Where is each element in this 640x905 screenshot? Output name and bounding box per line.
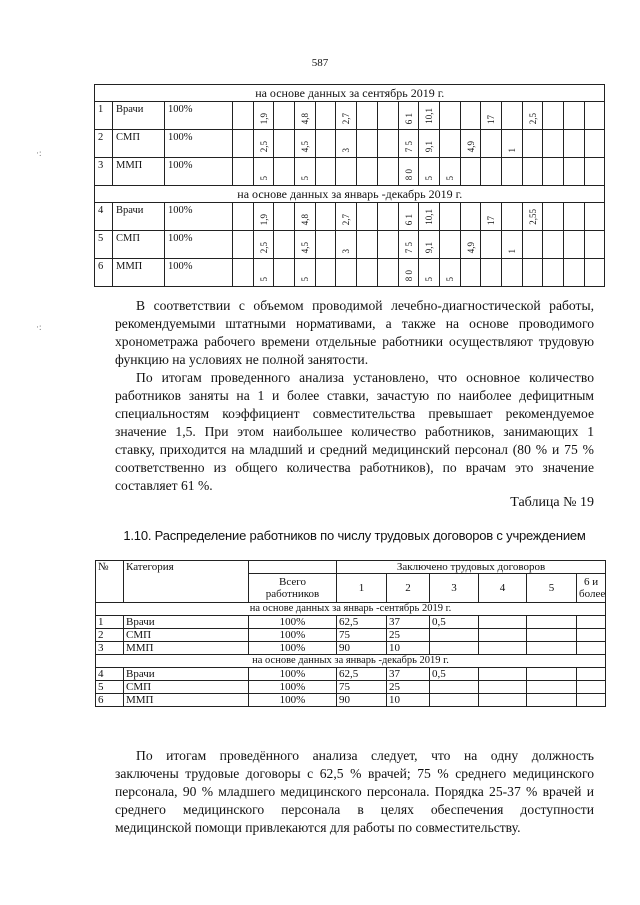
row-total: 100% <box>249 681 337 694</box>
paragraph-line: заключены трудовые договоры с 62,5 % врачей; 75 % среднего медицинского <box>115 766 594 781</box>
value-cell <box>377 231 398 259</box>
value-cell <box>522 259 543 287</box>
section-row <box>96 655 606 668</box>
value-cell <box>543 158 564 186</box>
value-cell <box>357 130 378 158</box>
row-number: 5 <box>95 231 113 259</box>
value-text: 5 <box>444 175 455 180</box>
value-cell <box>419 231 440 259</box>
value-cell <box>564 102 585 130</box>
row-number: 2 <box>95 130 113 158</box>
row-category: ММП <box>124 642 249 655</box>
value-cell <box>253 158 274 186</box>
row-total: 100% <box>165 130 233 158</box>
value-text: 2,7 <box>341 112 352 124</box>
value-cell <box>543 130 564 158</box>
value-text: 5 <box>424 276 435 281</box>
paragraph-line: функцию на условиях не полной занятости. <box>115 352 369 367</box>
value-text: 3 <box>341 248 352 253</box>
value-cell <box>584 231 605 259</box>
section-row <box>95 85 605 102</box>
value-cell <box>527 629 577 642</box>
value-cell <box>295 231 316 259</box>
value-cell <box>253 102 274 130</box>
value-cell <box>564 130 585 158</box>
row-total: 100% <box>165 231 233 259</box>
value-cell <box>584 203 605 231</box>
value-cell <box>527 668 577 681</box>
header-column: 5 <box>527 574 577 603</box>
value-cell <box>522 158 543 186</box>
value-cell <box>479 629 527 642</box>
value-text: 3 <box>341 147 352 152</box>
table-row <box>95 130 605 158</box>
row-number: 5 <box>96 681 124 694</box>
value-cell: 37 <box>387 616 430 629</box>
value-cell <box>357 231 378 259</box>
row-number: 6 <box>96 694 124 707</box>
row-category: Врачи <box>113 203 165 231</box>
value-text: 2,5 <box>527 112 538 124</box>
paragraph-line: хронометража рабочего времени отдельные работники осуществляют трудовую <box>115 334 594 349</box>
value-cell <box>398 102 419 130</box>
paragraph-line: медицинской помощи привлекаются для работы по совместительству. <box>115 820 521 835</box>
value-cell <box>357 259 378 287</box>
value-cell <box>522 231 543 259</box>
table-row <box>95 158 605 186</box>
value-cell <box>501 102 522 130</box>
value-text: 10,1 <box>424 209 435 225</box>
row-total: 100% <box>249 668 337 681</box>
value-cell <box>439 130 460 158</box>
value-text: 5 <box>258 175 269 180</box>
value-cell <box>460 259 481 287</box>
value-cell <box>439 158 460 186</box>
value-cell <box>501 259 522 287</box>
value-cell <box>527 681 577 694</box>
value-cell <box>253 130 274 158</box>
value-cell <box>419 130 440 158</box>
table-row <box>96 681 606 694</box>
value-cell <box>577 616 606 629</box>
header-number: № <box>96 561 124 603</box>
value-cell <box>460 102 481 130</box>
value-cell: 0,5 <box>430 668 479 681</box>
value-cell <box>253 231 274 259</box>
value-cell <box>481 203 502 231</box>
row-category: СМП <box>124 629 249 642</box>
value-cell <box>377 102 398 130</box>
value-cell <box>543 102 564 130</box>
value-text: 10,1 <box>424 108 435 124</box>
paragraph-line: персонала, 90 % младшего медицинского персонала. Порядка 25-37 % врачей и <box>115 784 594 799</box>
value-cell <box>439 259 460 287</box>
value-cell <box>577 629 606 642</box>
value-cell <box>439 231 460 259</box>
row-number: 1 <box>96 616 124 629</box>
value-cell: 62,5 <box>337 668 387 681</box>
value-cell <box>315 259 336 287</box>
value-cell <box>577 681 606 694</box>
value-cell <box>377 130 398 158</box>
value-cell: 25 <box>387 681 430 694</box>
value-text: 5 <box>300 175 311 180</box>
row-category: ММП <box>124 694 249 707</box>
value-text: 6 1 <box>403 213 414 225</box>
header-column: 1 <box>337 574 387 603</box>
value-cell <box>419 158 440 186</box>
value-cell <box>336 259 357 287</box>
value-text: 1 <box>506 147 517 152</box>
value-cell <box>439 102 460 130</box>
row-number: 3 <box>96 642 124 655</box>
value-cell <box>479 616 527 629</box>
value-cell <box>522 102 543 130</box>
value-cell <box>460 158 481 186</box>
value-cell <box>430 642 479 655</box>
value-cell <box>419 102 440 130</box>
value-cell <box>479 694 527 707</box>
value-cell <box>295 102 316 130</box>
value-cell <box>527 616 577 629</box>
value-cell <box>527 694 577 707</box>
value-cell <box>522 203 543 231</box>
table-row <box>96 642 606 655</box>
value-text: 6 1 <box>403 112 414 124</box>
value-text: 4,5 <box>300 140 311 152</box>
value-cell <box>315 231 336 259</box>
header-total: Всего работников <box>249 574 337 603</box>
value-cell <box>274 102 295 130</box>
value-cell <box>501 203 522 231</box>
value-cell: 90 <box>337 642 387 655</box>
value-cell: 0,5 <box>430 616 479 629</box>
contracts-table <box>95 560 606 707</box>
value-text: 5 <box>444 276 455 281</box>
value-cell <box>336 158 357 186</box>
value-cell <box>584 130 605 158</box>
row-number: 4 <box>95 203 113 231</box>
value-text: 8 0 <box>403 168 414 180</box>
header-concluded: Заключено трудовых договоров <box>337 561 606 574</box>
value-cell <box>481 259 502 287</box>
value-cell <box>543 203 564 231</box>
value-cell <box>357 158 378 186</box>
row-category: СМП <box>124 681 249 694</box>
value-text: 2,7 <box>341 213 352 225</box>
section-title: на основе данных за январь -декабрь 2019 г. <box>96 655 606 668</box>
value-cell <box>479 642 527 655</box>
header-blank <box>249 561 337 574</box>
section-row <box>95 186 605 203</box>
header-column: 3 <box>430 574 479 603</box>
header-column: 6 и более <box>577 574 606 603</box>
row-total: 100% <box>165 102 233 130</box>
value-cell <box>501 158 522 186</box>
value-text: 2,5 <box>258 241 269 253</box>
paragraph-line: значение 1,5. При этом наибольшее количество работников, занимающих 1 <box>115 424 594 439</box>
paragraph-line: ставку, приходится на младший и средний медицинский персонал (80 % и 75 % <box>115 442 594 457</box>
value-cell <box>460 231 481 259</box>
value-cell <box>315 130 336 158</box>
value-cell <box>584 102 605 130</box>
header-column: 2 <box>387 574 430 603</box>
value-cell: 10 <box>387 642 430 655</box>
table-title: 1.10. Распределение работников по числу трудовых договоров с учреждением <box>123 528 586 543</box>
value-cell <box>274 158 295 186</box>
page-number: 587 <box>311 57 329 69</box>
value-text: 7 5 <box>403 241 414 253</box>
value-cell <box>295 259 316 287</box>
value-cell <box>419 203 440 231</box>
row-total: 100% <box>165 158 233 186</box>
value-cell <box>564 231 585 259</box>
value-cell: 62,5 <box>337 616 387 629</box>
value-cell <box>357 102 378 130</box>
value-cell: 25 <box>387 629 430 642</box>
value-cell <box>233 231 254 259</box>
paragraph-1 <box>115 297 594 369</box>
value-cell <box>295 130 316 158</box>
table-row <box>96 694 606 707</box>
value-cell <box>398 130 419 158</box>
row-number: 2 <box>96 629 124 642</box>
row-total: 100% <box>249 629 337 642</box>
value-cell <box>233 158 254 186</box>
value-cell <box>564 203 585 231</box>
value-cell <box>543 231 564 259</box>
value-text: 4,9 <box>465 241 476 253</box>
value-cell <box>315 203 336 231</box>
row-category: СМП <box>113 231 165 259</box>
value-cell <box>564 158 585 186</box>
paragraph-line: среднего медицинского персонала в целях обеспечения доступности <box>115 802 594 817</box>
value-cell: 75 <box>337 629 387 642</box>
header-category: Категория <box>124 561 249 603</box>
value-cell <box>233 203 254 231</box>
value-cell <box>564 259 585 287</box>
margin-mark: ·: <box>36 148 42 158</box>
value-cell <box>398 158 419 186</box>
value-cell <box>295 203 316 231</box>
row-category: Врачи <box>124 616 249 629</box>
header-column: 4 <box>479 574 527 603</box>
value-cell <box>577 642 606 655</box>
row-category: ММП <box>113 259 165 287</box>
value-cell <box>419 259 440 287</box>
value-text: 4,8 <box>300 213 311 225</box>
value-cell <box>398 259 419 287</box>
value-text: 4,8 <box>300 112 311 124</box>
value-cell <box>577 668 606 681</box>
value-cell <box>377 259 398 287</box>
value-cell <box>253 203 274 231</box>
value-cell <box>481 158 502 186</box>
paragraph-line: По итогам проведённого анализа следует, что на одну должность <box>136 748 594 763</box>
value-cell <box>233 130 254 158</box>
value-cell <box>295 158 316 186</box>
distribution-table <box>94 84 605 287</box>
section-title: на основе данных за январь -декабрь 2019 г. <box>95 186 605 203</box>
value-text: 4,5 <box>300 241 311 253</box>
header-row <box>96 561 606 574</box>
value-cell <box>527 642 577 655</box>
value-cell: 10 <box>387 694 430 707</box>
paragraph-2 <box>115 369 594 495</box>
value-text: 9,1 <box>424 241 435 253</box>
row-category: СМП <box>113 130 165 158</box>
value-cell <box>430 694 479 707</box>
value-cell <box>522 130 543 158</box>
value-cell <box>398 203 419 231</box>
table-row <box>96 616 606 629</box>
value-cell: 75 <box>337 681 387 694</box>
section-row <box>96 603 606 616</box>
value-text: 1,9 <box>258 112 269 124</box>
value-cell <box>233 102 254 130</box>
value-cell <box>377 158 398 186</box>
value-cell <box>336 203 357 231</box>
table-row <box>95 102 605 130</box>
value-text: 17 <box>486 216 497 225</box>
value-cell <box>336 102 357 130</box>
value-cell <box>481 130 502 158</box>
paragraph-line: По итогам проведенного анализа установлено, что основное количество <box>136 370 594 385</box>
value-cell <box>430 629 479 642</box>
value-cell: 90 <box>337 694 387 707</box>
table-row <box>95 231 605 259</box>
row-total: 100% <box>165 259 233 287</box>
table-row <box>96 668 606 681</box>
row-number: 3 <box>95 158 113 186</box>
value-cell <box>315 158 336 186</box>
value-cell <box>274 203 295 231</box>
section-title: на основе данных за январь -сентябрь 2019 г. <box>96 603 606 616</box>
value-cell <box>460 130 481 158</box>
value-cell <box>543 259 564 287</box>
value-cell <box>430 681 479 694</box>
value-cell <box>233 259 254 287</box>
value-cell <box>584 259 605 287</box>
value-cell <box>479 681 527 694</box>
value-cell <box>274 231 295 259</box>
value-cell <box>481 102 502 130</box>
table-row <box>95 259 605 287</box>
value-cell <box>584 158 605 186</box>
value-text: 1 <box>506 248 517 253</box>
section-title: на основе данных за сентябрь 2019 г. <box>95 85 605 102</box>
value-text: 4,9 <box>465 140 476 152</box>
value-text: 5 <box>258 276 269 281</box>
value-text: 9,1 <box>424 140 435 152</box>
value-cell <box>253 259 274 287</box>
value-cell <box>336 130 357 158</box>
row-total: 100% <box>249 694 337 707</box>
table-row <box>95 203 605 231</box>
value-text: 7 5 <box>403 140 414 152</box>
value-cell <box>398 231 419 259</box>
paragraph-3 <box>115 747 594 837</box>
value-text: 2,55 <box>527 209 538 225</box>
table-row <box>96 629 606 642</box>
value-text: 2,5 <box>258 140 269 152</box>
value-text: 5 <box>300 276 311 281</box>
value-cell <box>577 694 606 707</box>
value-cell: 37 <box>387 668 430 681</box>
row-total: 100% <box>249 616 337 629</box>
value-cell <box>357 203 378 231</box>
value-cell <box>439 203 460 231</box>
row-category: Врачи <box>113 102 165 130</box>
paragraph-line: работников заняты на 1 и более ставки, зачастую по наиболее дефицитным <box>115 388 594 403</box>
value-cell <box>336 231 357 259</box>
row-category: Врачи <box>124 668 249 681</box>
value-cell <box>460 203 481 231</box>
margin-mark: ·: <box>36 322 42 332</box>
paragraph-line: соответственно из общего количества работников), по врачам это значение <box>115 460 594 475</box>
value-cell <box>501 130 522 158</box>
row-number: 4 <box>96 668 124 681</box>
paragraph-line: рекомендуемыми штатными нормативами, а также на основе проводимого <box>115 316 594 331</box>
paragraph-line: составляет 61 %. <box>115 478 213 493</box>
paragraph-line: специальностям коэффициент совместительства превышает рекомендуемое <box>115 406 594 421</box>
row-number: 6 <box>95 259 113 287</box>
value-text: 1,9 <box>258 213 269 225</box>
table-label: Таблица № 19 <box>510 495 594 510</box>
value-cell <box>377 203 398 231</box>
row-category: ММП <box>113 158 165 186</box>
value-cell <box>274 259 295 287</box>
value-cell <box>315 102 336 130</box>
row-number: 1 <box>95 102 113 130</box>
value-cell <box>274 130 295 158</box>
row-total: 100% <box>165 203 233 231</box>
value-cell <box>501 231 522 259</box>
value-cell <box>481 231 502 259</box>
value-text: 8 0 <box>403 269 414 281</box>
value-text: 17 <box>486 115 497 124</box>
value-text: 5 <box>424 175 435 180</box>
row-total: 100% <box>249 642 337 655</box>
paragraph-line: В соответствии с объемом проводимой лечебно-диагностической работы, <box>136 298 594 313</box>
value-cell <box>479 668 527 681</box>
